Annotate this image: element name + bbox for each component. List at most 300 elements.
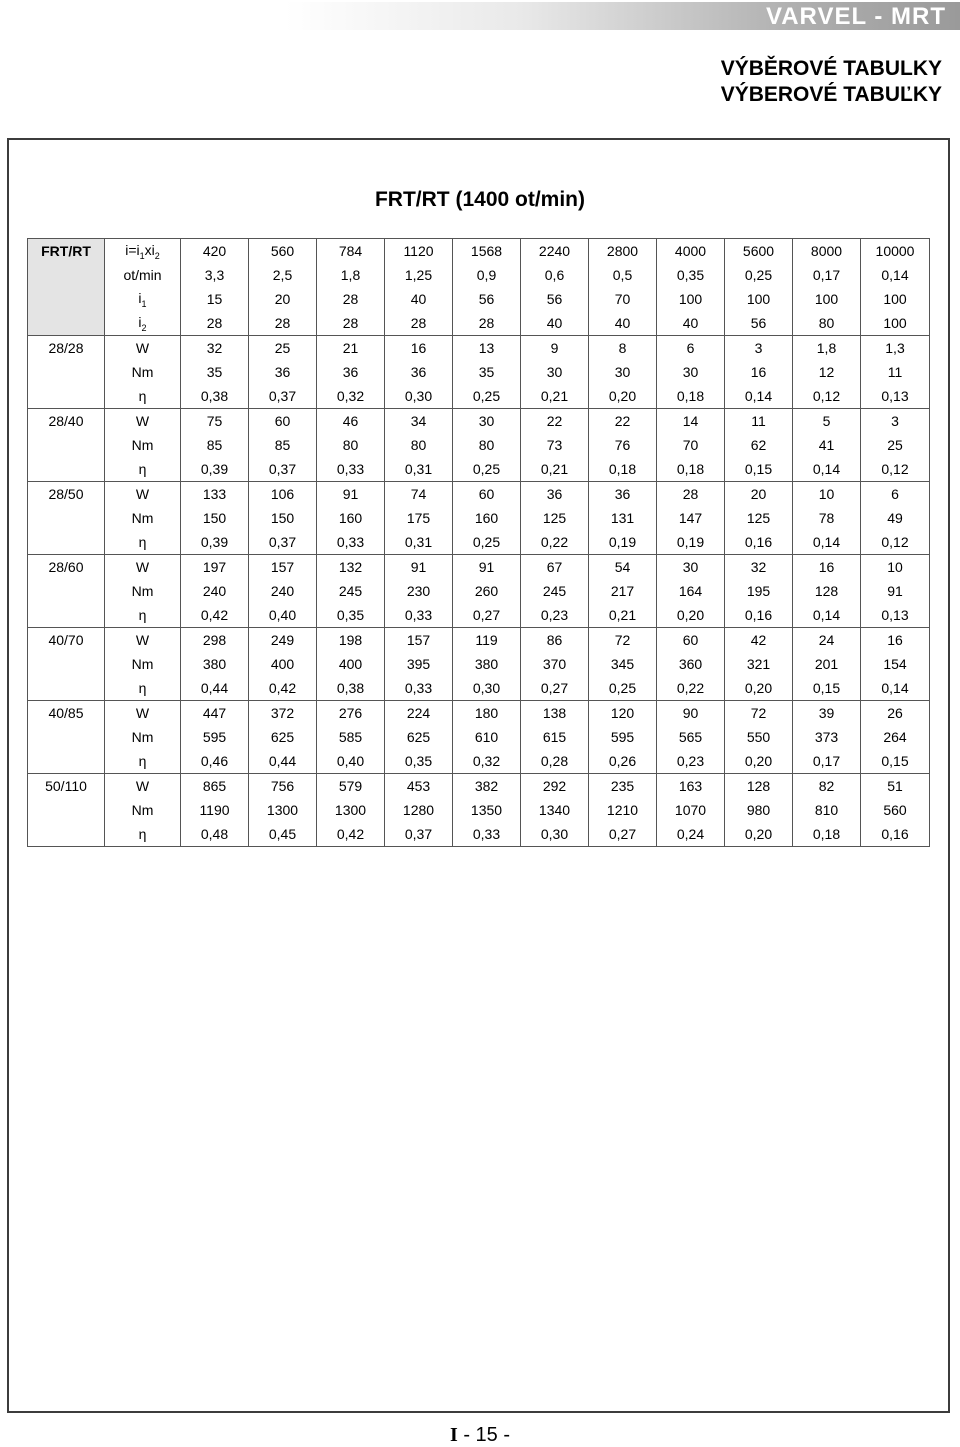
table-cell: 160 [317, 506, 385, 530]
brand-name: VARVEL - MRT [765, 3, 946, 30]
row-group-label: 50/110 [28, 774, 105, 799]
row-parameter: η [105, 749, 181, 774]
table-cell: 60 [249, 409, 317, 434]
table-cell: 0,21 [521, 384, 589, 409]
table-row [28, 409, 930, 434]
table-cell: 0,23 [657, 749, 725, 774]
table-cell: 453 [385, 774, 453, 799]
table-cell: 28 [317, 311, 385, 336]
table-cell: 32 [181, 336, 249, 361]
table-cell: 0,18 [657, 384, 725, 409]
table-cell: 0,17 [793, 749, 861, 774]
table-cell: 0,23 [521, 603, 589, 628]
table-cell: 12 [793, 360, 861, 384]
row-group-label [28, 603, 105, 628]
table-cell: 980 [725, 798, 793, 822]
table-cell: 0,39 [181, 530, 249, 555]
table-cell: 550 [725, 725, 793, 749]
table-body [28, 239, 930, 847]
table-cell: 131 [589, 506, 657, 530]
table-cell: 70 [657, 433, 725, 457]
table-cell: 119 [453, 628, 521, 653]
table-cell: 91 [453, 555, 521, 580]
table-row [28, 555, 930, 580]
page-footer [0, 1424, 960, 1447]
table-cell: 91 [861, 579, 930, 603]
table-cell: 28 [317, 287, 385, 311]
table-cell: 0,13 [861, 603, 930, 628]
table-cell: 198 [317, 628, 385, 653]
table-cell: 6 [861, 482, 930, 507]
table-cell: 0,30 [453, 676, 521, 701]
table-cell: 0,27 [589, 822, 657, 847]
table-cell: 756 [249, 774, 317, 799]
table-cell: 150 [181, 506, 249, 530]
table-cell: 8 [589, 336, 657, 361]
table-cell: 240 [249, 579, 317, 603]
table-cell: 128 [725, 774, 793, 799]
table-cell: 15 [181, 287, 249, 311]
row-parameter: W [105, 555, 181, 580]
table-cell: 175 [385, 506, 453, 530]
table-cell: 0,17 [793, 263, 861, 287]
row-group-label [28, 263, 105, 287]
table-row [28, 384, 930, 409]
row-parameter: η [105, 676, 181, 701]
brand-bar [285, 2, 960, 30]
table-cell: 35 [453, 360, 521, 384]
row-group-label: 28/60 [28, 555, 105, 580]
table-cell: 82 [793, 774, 861, 799]
table-cell: 16 [385, 336, 453, 361]
table-cell: 4000 [657, 239, 725, 264]
table-cell: 0,26 [589, 749, 657, 774]
table-cell: 0,42 [317, 822, 385, 847]
table-cell: 11 [725, 409, 793, 434]
table-cell: 400 [317, 652, 385, 676]
table-cell: 25 [249, 336, 317, 361]
table-row [28, 774, 930, 799]
table-cell: 60 [453, 482, 521, 507]
table-row [28, 652, 930, 676]
table-row [28, 263, 930, 287]
table-row [28, 701, 930, 726]
table-cell: 810 [793, 798, 861, 822]
table-cell: 125 [725, 506, 793, 530]
table-cell: 56 [521, 287, 589, 311]
table-cell: 615 [521, 725, 589, 749]
table-cell: 625 [249, 725, 317, 749]
table-cell: 0,27 [453, 603, 521, 628]
table-cell: 22 [589, 409, 657, 434]
table-row [28, 749, 930, 774]
table-cell: 0,32 [317, 384, 385, 409]
table-cell: 360 [657, 652, 725, 676]
table-cell: 150 [249, 506, 317, 530]
table-cell: 5 [793, 409, 861, 434]
table-cell: 2,5 [249, 263, 317, 287]
table-cell: 0,42 [181, 603, 249, 628]
table-cell: 0,22 [521, 530, 589, 555]
table-cell: 180 [453, 701, 521, 726]
table-cell: 1,8 [317, 263, 385, 287]
table-cell: 30 [453, 409, 521, 434]
table-cell: 0,15 [861, 749, 930, 774]
table-cell: 106 [249, 482, 317, 507]
row-group-label [28, 360, 105, 384]
table-cell: 30 [589, 360, 657, 384]
table-cell: 447 [181, 701, 249, 726]
row-parameter: η [105, 457, 181, 482]
table-cell: 40 [385, 287, 453, 311]
table-cell: 132 [317, 555, 385, 580]
table-cell: 0,21 [521, 457, 589, 482]
table-cell: 0,33 [385, 603, 453, 628]
table-cell: 0,39 [181, 457, 249, 482]
table-cell: 0,37 [249, 530, 317, 555]
table-cell: 40 [589, 311, 657, 336]
table-cell: 1300 [249, 798, 317, 822]
table-cell: 245 [521, 579, 589, 603]
table-cell: 579 [317, 774, 385, 799]
table-cell: 0,5 [589, 263, 657, 287]
row-group-label: FRT/RT [28, 239, 105, 264]
table-cell: 1340 [521, 798, 589, 822]
table-cell: 345 [589, 652, 657, 676]
table-cell: 0,20 [657, 603, 725, 628]
table-cell: 0,14 [861, 263, 930, 287]
table-row [28, 433, 930, 457]
table-cell: 36 [249, 360, 317, 384]
table-cell: 230 [385, 579, 453, 603]
table-cell: 0,14 [725, 384, 793, 409]
table-cell: 0,44 [181, 676, 249, 701]
table-cell: 0,20 [725, 749, 793, 774]
table-cell: 321 [725, 652, 793, 676]
table-cell: 595 [181, 725, 249, 749]
table-cell: 72 [725, 701, 793, 726]
table-cell: 0,15 [725, 457, 793, 482]
table-row [28, 482, 930, 507]
table-cell: 610 [453, 725, 521, 749]
table-cell: 217 [589, 579, 657, 603]
table-cell: 1210 [589, 798, 657, 822]
table-cell: 1120 [385, 239, 453, 264]
table-cell: 0,38 [181, 384, 249, 409]
table-cell: 0,40 [317, 749, 385, 774]
table-cell: 0,6 [521, 263, 589, 287]
table-cell: 28 [181, 311, 249, 336]
table-title: FRT/RT (1400 ot/min) [374, 188, 585, 211]
table-cell: 292 [521, 774, 589, 799]
table-cell: 80 [453, 433, 521, 457]
table-row [28, 530, 930, 555]
table-cell: 74 [385, 482, 453, 507]
table-cell: 28 [385, 311, 453, 336]
table-row [28, 239, 930, 264]
table-cell: 54 [589, 555, 657, 580]
table-cell: 125 [521, 506, 589, 530]
table-cell: 0,19 [657, 530, 725, 555]
table-cell: 784 [317, 239, 385, 264]
table-cell: 40 [657, 311, 725, 336]
table-cell: 21 [317, 336, 385, 361]
table-cell: 0,12 [861, 457, 930, 482]
table-cell: 157 [249, 555, 317, 580]
table-cell: 1,8 [793, 336, 861, 361]
table-row [28, 628, 930, 653]
row-parameter: Nm [105, 579, 181, 603]
row-group-label [28, 579, 105, 603]
table-cell: 8000 [793, 239, 861, 264]
table-cell: 100 [861, 287, 930, 311]
table-cell: 80 [385, 433, 453, 457]
row-parameter: Nm [105, 506, 181, 530]
table-row [28, 506, 930, 530]
row-parameter: Nm [105, 652, 181, 676]
row-group-label [28, 725, 105, 749]
row-group-label [28, 798, 105, 822]
row-group-label [28, 652, 105, 676]
table-cell: 1300 [317, 798, 385, 822]
table-cell: 0,35 [657, 263, 725, 287]
table-cell: 20 [249, 287, 317, 311]
table-cell: 34 [385, 409, 453, 434]
table-cell: 1350 [453, 798, 521, 822]
row-parameter: W [105, 774, 181, 799]
table-cell: 395 [385, 652, 453, 676]
row-parameter: Nm [105, 798, 181, 822]
table-cell: 382 [453, 774, 521, 799]
table-cell: 0,38 [317, 676, 385, 701]
table-cell: 28 [249, 311, 317, 336]
table-cell: 56 [725, 311, 793, 336]
table-cell: 298 [181, 628, 249, 653]
table-cell: 0,12 [793, 384, 861, 409]
table-cell: 26 [861, 701, 930, 726]
table-cell: 85 [181, 433, 249, 457]
table-cell: 0,37 [385, 822, 453, 847]
table-cell: 1280 [385, 798, 453, 822]
table-cell: 0,18 [793, 822, 861, 847]
table-cell: 0,16 [725, 530, 793, 555]
table-cell: 67 [521, 555, 589, 580]
table-cell: 1568 [453, 239, 521, 264]
table-cell: 0,30 [521, 822, 589, 847]
table-cell: 70 [589, 287, 657, 311]
table-cell: 75 [181, 409, 249, 434]
table-cell: 36 [521, 482, 589, 507]
heading-line-sk: VÝBEROVÉ TABUĽKY [720, 83, 942, 106]
table-cell: 260 [453, 579, 521, 603]
table-cell: 90 [657, 701, 725, 726]
row-group-label: 28/40 [28, 409, 105, 434]
page-heading [721, 56, 942, 108]
page-number: - 15 - [463, 1424, 511, 1446]
table-cell: 0,31 [385, 530, 453, 555]
row-parameter: Nm [105, 433, 181, 457]
row-parameter: W [105, 336, 181, 361]
table-cell: 36 [317, 360, 385, 384]
row-parameter: η [105, 603, 181, 628]
table-cell: 86 [521, 628, 589, 653]
row-parameter: ot/min [105, 263, 181, 287]
table-cell: 0,21 [589, 603, 657, 628]
table-cell: 245 [317, 579, 385, 603]
table-cell: 0,25 [453, 457, 521, 482]
table-cell: 3 [861, 409, 930, 434]
table-cell: 73 [521, 433, 589, 457]
table-cell: 25 [861, 433, 930, 457]
table-cell: 163 [657, 774, 725, 799]
table-cell: 35 [181, 360, 249, 384]
table-cell: 51 [861, 774, 930, 799]
table-cell: 2240 [521, 239, 589, 264]
row-parameter: Nm [105, 360, 181, 384]
table-cell: 560 [249, 239, 317, 264]
table-cell: 264 [861, 725, 930, 749]
table-cell: 16 [725, 360, 793, 384]
table-cell: 10000 [861, 239, 930, 264]
table-cell: 420 [181, 239, 249, 264]
table-cell: 0,18 [589, 457, 657, 482]
table-cell: 147 [657, 506, 725, 530]
table-row [28, 311, 930, 336]
table-cell: 3 [725, 336, 793, 361]
section-number: I [449, 1424, 458, 1446]
row-group-label: 40/70 [28, 628, 105, 653]
table-cell: 0,16 [725, 603, 793, 628]
table-cell: 1070 [657, 798, 725, 822]
table-cell: 0,19 [589, 530, 657, 555]
table-cell: 560 [861, 798, 930, 822]
table-cell: 0,14 [793, 603, 861, 628]
table-cell: 28 [453, 311, 521, 336]
table-cell: 39 [793, 701, 861, 726]
table-cell: 0,33 [317, 457, 385, 482]
table-cell: 28 [657, 482, 725, 507]
table-cell: 120 [589, 701, 657, 726]
row-group-label [28, 287, 105, 311]
table-cell: 6 [657, 336, 725, 361]
table-cell: 0,9 [453, 263, 521, 287]
row-parameter: W [105, 482, 181, 507]
table-cell: 24 [793, 628, 861, 653]
table-cell: 10 [793, 482, 861, 507]
table-cell: 235 [589, 774, 657, 799]
table-cell: 22 [521, 409, 589, 434]
table-cell: 157 [385, 628, 453, 653]
table-cell: 380 [453, 652, 521, 676]
table-cell: 0,46 [181, 749, 249, 774]
table-cell: 2800 [589, 239, 657, 264]
table-cell: 0,27 [521, 676, 589, 701]
table-cell: 133 [181, 482, 249, 507]
table-row [28, 822, 930, 847]
table-cell: 195 [725, 579, 793, 603]
table-cell: 1190 [181, 798, 249, 822]
table-cell: 36 [385, 360, 453, 384]
table-cell: 0,24 [657, 822, 725, 847]
table-cell: 224 [385, 701, 453, 726]
table-cell: 0,18 [657, 457, 725, 482]
row-group-label [28, 749, 105, 774]
table-cell: 11 [861, 360, 930, 384]
table-cell: 240 [181, 579, 249, 603]
table-cell: 164 [657, 579, 725, 603]
table-cell: 0,20 [589, 384, 657, 409]
row-group-label: 28/28 [28, 336, 105, 361]
table-cell: 91 [385, 555, 453, 580]
table-cell: 0,33 [453, 822, 521, 847]
table-cell: 16 [793, 555, 861, 580]
table-cell: 0,16 [861, 822, 930, 847]
table-row [28, 603, 930, 628]
table-cell: 0,28 [521, 749, 589, 774]
selection-table [27, 238, 930, 847]
table-cell: 0,35 [317, 603, 385, 628]
table-cell: 0,25 [589, 676, 657, 701]
row-group-label [28, 530, 105, 555]
table-row [28, 457, 930, 482]
table-cell: 80 [793, 311, 861, 336]
table-row [28, 336, 930, 361]
table-cell: 0,14 [861, 676, 930, 701]
table-cell: 5600 [725, 239, 793, 264]
table-cell: 0,25 [453, 384, 521, 409]
table-cell: 20 [725, 482, 793, 507]
table-cell: 0,14 [793, 530, 861, 555]
table-cell: 49 [861, 506, 930, 530]
table-cell: 0,15 [793, 676, 861, 701]
table-cell: 585 [317, 725, 385, 749]
table-cell: 80 [317, 433, 385, 457]
table-cell: 41 [793, 433, 861, 457]
table-cell: 565 [657, 725, 725, 749]
row-group-label [28, 457, 105, 482]
table-cell: 78 [793, 506, 861, 530]
table-cell: 370 [521, 652, 589, 676]
table-cell: 201 [793, 652, 861, 676]
table-cell: 14 [657, 409, 725, 434]
table-cell: 0,30 [385, 384, 453, 409]
table-cell: 0,32 [453, 749, 521, 774]
table-cell: 32 [725, 555, 793, 580]
table-cell: 40 [521, 311, 589, 336]
table-cell: 60 [657, 628, 725, 653]
table-cell: 62 [725, 433, 793, 457]
table-cell: 46 [317, 409, 385, 434]
table-cell: 372 [249, 701, 317, 726]
row-group-label: 40/85 [28, 701, 105, 726]
table-cell: 91 [317, 482, 385, 507]
table-cell: 380 [181, 652, 249, 676]
table-cell: 30 [657, 360, 725, 384]
table-cell: 100 [861, 311, 930, 336]
table-cell: 0,35 [385, 749, 453, 774]
heading-line-cz: VÝBĚROVÉ TABULKY [720, 57, 942, 80]
row-parameter: η [105, 530, 181, 555]
table-cell: 0,45 [249, 822, 317, 847]
row-parameter: W [105, 409, 181, 434]
row-group-label: 28/50 [28, 482, 105, 507]
row-group-label [28, 384, 105, 409]
table-cell: 865 [181, 774, 249, 799]
table-cell: 0,14 [793, 457, 861, 482]
table-cell: 0,20 [725, 822, 793, 847]
row-parameter: $i_1$ [105, 287, 181, 311]
table-row [28, 676, 930, 701]
